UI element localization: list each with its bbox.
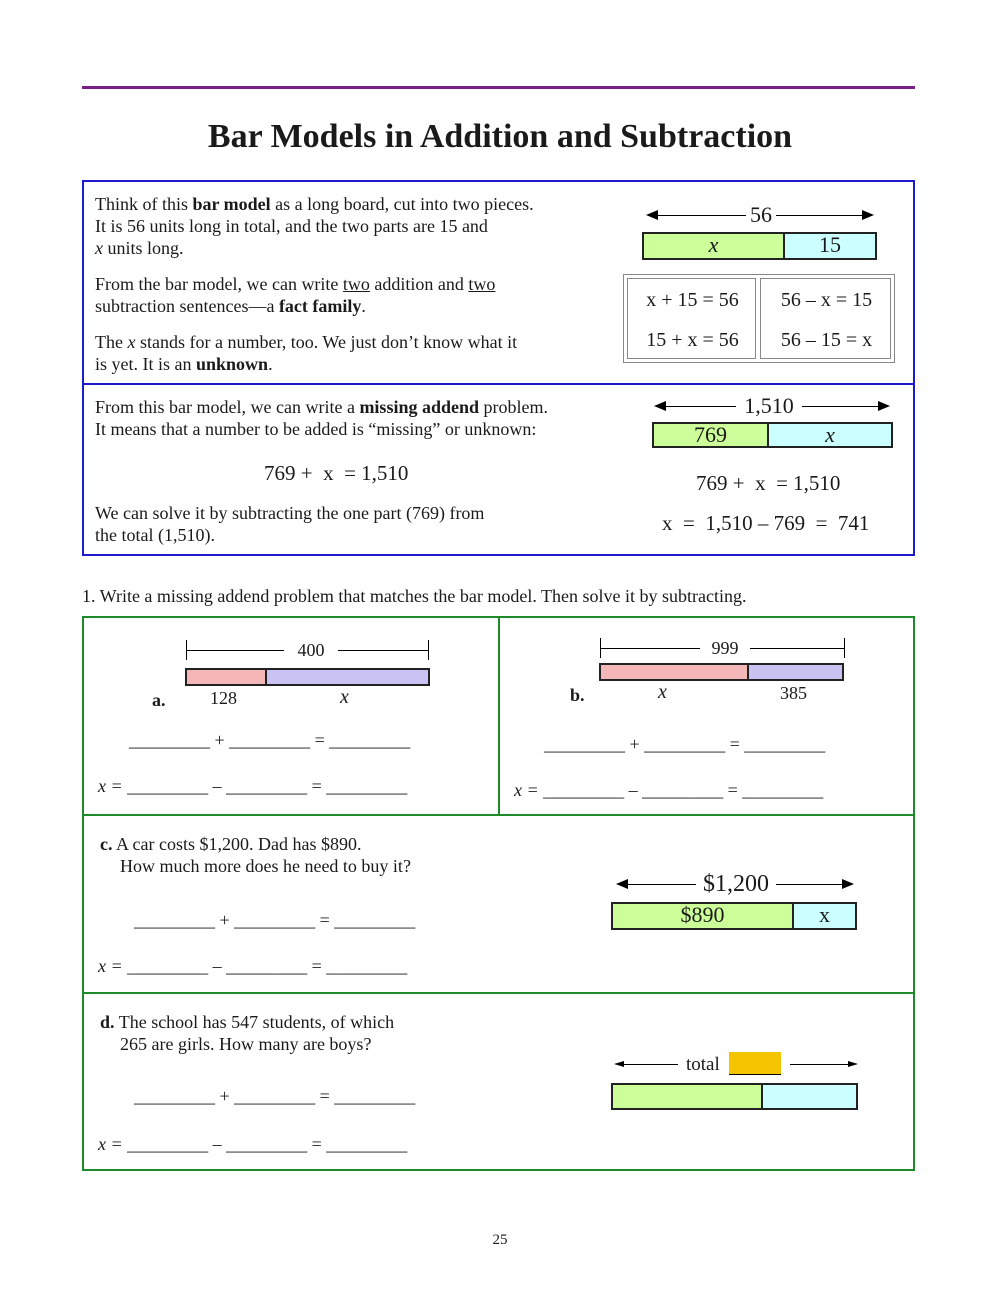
subtraction-blank-row[interactable]: x = _________ – _________ = _________ xyxy=(514,780,824,800)
fact-family-sub-cell xyxy=(760,278,891,359)
bar-total-label: 999 xyxy=(711,638,739,658)
arrow-right-icon xyxy=(842,879,854,889)
subtraction-blank-row[interactable]: x = _________ – _________ = _________ xyxy=(98,1134,408,1154)
part-label-x: x xyxy=(658,681,667,703)
fact-family-box xyxy=(623,274,895,363)
bar-part-890: $890 xyxy=(611,902,794,930)
part-label-385: 385 xyxy=(780,683,807,703)
total-answer-blank[interactable] xyxy=(729,1052,781,1075)
bar-part-x: x xyxy=(642,232,785,260)
addition-blank-row[interactable]: _________ + _________ = _________ xyxy=(134,1086,416,1106)
fact-eq-2: 56 – x = 15 xyxy=(780,289,873,311)
arrow-right-icon xyxy=(862,210,874,220)
bar-part-769: 769 xyxy=(652,422,769,448)
bar-total-label: total xyxy=(686,1054,720,1075)
exercise-b-box xyxy=(498,616,915,816)
addition-blank-row[interactable]: _________ + _________ = _________ xyxy=(134,910,416,930)
exercise-d-text: d. The school has 547 students, of which 265 are girls. How many are boys? xyxy=(100,1012,395,1054)
bar-part-x: x xyxy=(792,902,857,930)
exercise-instruction: 1. Write a missing addend problem that matches the bar model. Then solve it by subtracting. xyxy=(82,586,747,606)
bar-part-girls xyxy=(611,1083,763,1110)
right-equation-2: x = 1,510 – 769 = 741 xyxy=(662,511,870,535)
intro-box xyxy=(82,180,915,385)
page-title: Bar Models in Addition and Subtraction xyxy=(207,118,793,155)
intro-text: Think of this bar model as a long board, cut into two pieces. It is 56 units long in total, and the two parts are 15 and x units long. From the bar model, we can write two addition and two subtraction sentences—a fact family. The x stands for a number, too. We just don’t know what it is yet. It is an unknown. xyxy=(95,194,534,374)
bar-part-x xyxy=(599,663,749,681)
subtraction-blank-row[interactable]: x = _________ – _________ = _________ xyxy=(98,956,408,976)
fact-eq-1: x + 15 = 56 xyxy=(646,289,739,311)
fact-eq-4: 56 – 15 = x xyxy=(780,329,873,351)
right-equation-1: 769 + x = 1,510 xyxy=(696,471,841,495)
missing-addend-equation: 769 + x = 1,510 xyxy=(264,461,409,485)
page-number: 25 xyxy=(492,1232,508,1248)
arrow-right-icon xyxy=(878,401,890,411)
bar-part-128 xyxy=(185,668,267,686)
addition-blank-row[interactable]: _________ + _________ = _________ xyxy=(544,734,826,754)
bar-part-x: x xyxy=(767,422,893,448)
exercise-c-text: c. A car costs $1,200. Dad has $890. How much more does he need to buy it? xyxy=(100,834,411,876)
exercise-d-box xyxy=(82,992,915,1171)
addition-blank-row[interactable]: _________ + _________ = _________ xyxy=(129,730,411,750)
exercise-label-b: b. xyxy=(570,685,585,705)
bar-part-x xyxy=(265,668,430,686)
bar-part-15: 15 xyxy=(783,232,877,260)
exercise-label-a: a. xyxy=(152,690,166,710)
missing-addend-text: From this bar model, we can write a missing addend problem. It means that a number to be added is “missing” or unknown: xyxy=(95,397,548,439)
missing-addend-box xyxy=(82,383,915,556)
bar-part-boys xyxy=(761,1083,858,1110)
bar-total-label: 56 xyxy=(750,202,772,227)
bar-part-385 xyxy=(747,663,844,681)
missing-addend-solve-text: We can solve it by subtracting the one part (769) from the total (1,510). xyxy=(95,503,485,545)
subtraction-blank-row[interactable]: x = _________ – _________ = _________ xyxy=(98,776,408,796)
part-label-128: 128 xyxy=(210,688,237,708)
bar-total-label: $1,200 xyxy=(703,871,769,897)
bar-total-label: 400 xyxy=(297,640,325,660)
exercise-c-box xyxy=(82,814,915,994)
bar-total-label: 1,510 xyxy=(744,393,794,418)
top-rule xyxy=(82,86,915,89)
fact-family-add-cell xyxy=(627,278,756,359)
fact-eq-3: 15 + x = 56 xyxy=(646,329,739,351)
arrow-right-icon xyxy=(848,1061,858,1067)
part-label-x: x xyxy=(340,686,349,708)
exercise-a-box xyxy=(82,616,500,816)
